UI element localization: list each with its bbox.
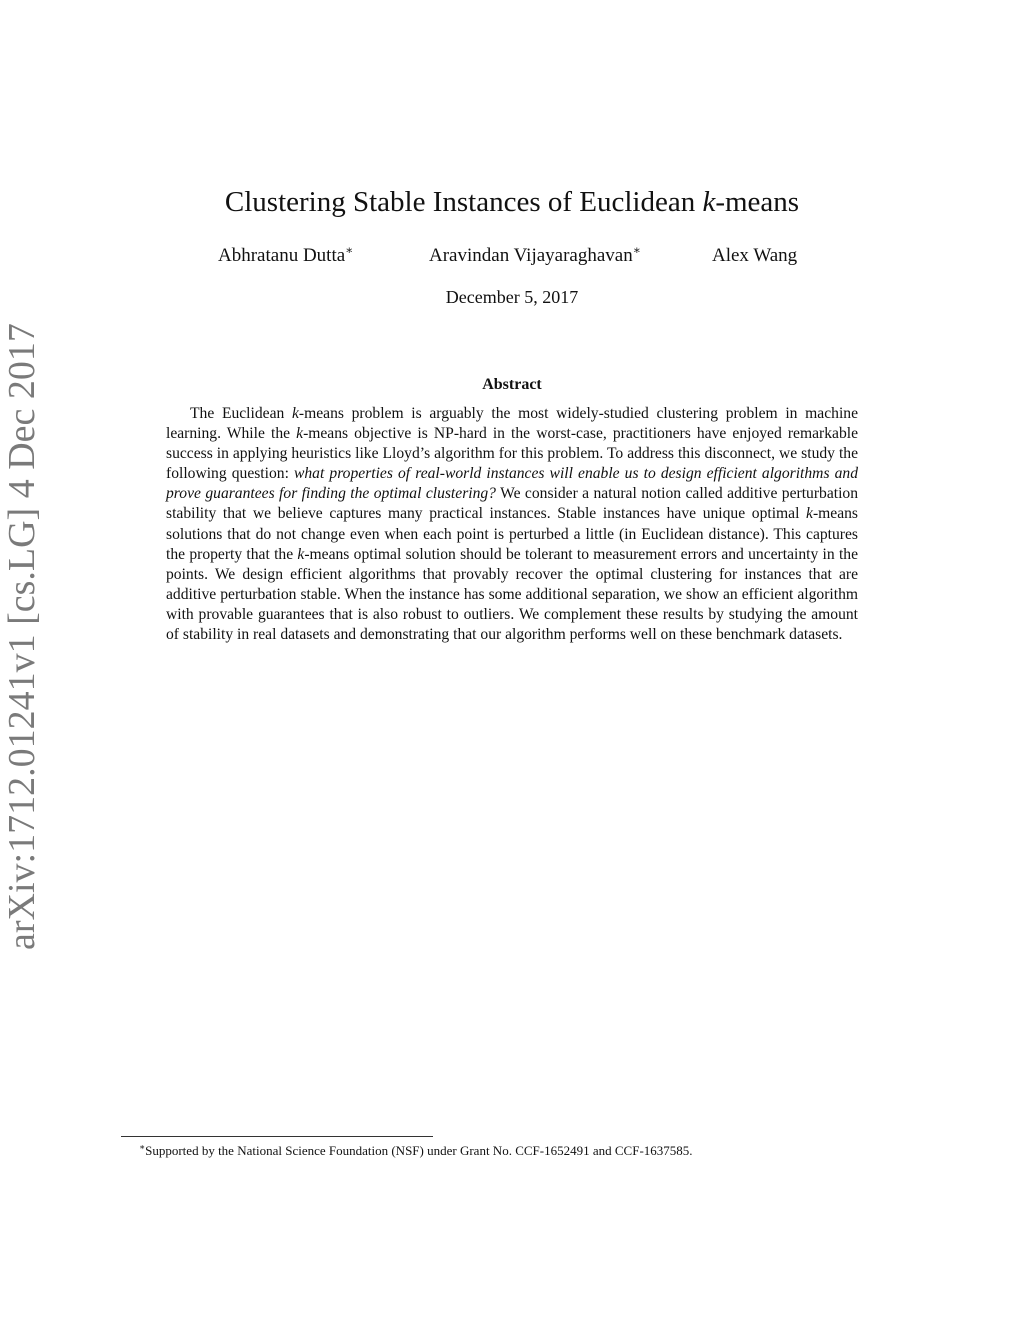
- author-1: [218, 242, 353, 270]
- abstract-variable-k: k: [291, 405, 299, 422]
- author-2: [429, 242, 641, 270]
- author-list: [0, 242, 1024, 272]
- abstract-text: The Euclidean: [190, 405, 292, 422]
- abstract-text: -means problem is arguably the most widely-studied clustering problem in machine learning. While the: [166, 405, 858, 443]
- author-name: Aravindan Vijayaraghavan: [429, 245, 633, 266]
- author-footnote-mark: ∗: [345, 243, 354, 257]
- arxiv-identifier-stamp: arXiv:1712.01241v1 [cs.LG] 4 Dec 2017: [1, 323, 43, 950]
- abstract-body: [166, 404, 858, 645]
- author-name: Alex Wang: [712, 245, 798, 266]
- abstract-variable-k: k: [297, 545, 305, 563]
- paper-title: [0, 184, 1024, 220]
- author-name: Abhratanu Dutta: [218, 245, 346, 266]
- title-prefix: Clustering Stable Instances of Euclidean: [224, 186, 703, 218]
- author-3: [712, 242, 797, 270]
- footnote-divider: [121, 1136, 433, 1137]
- abstract-paragraph: [166, 404, 858, 645]
- footnote-text: Supported by the National Science Foundation (NSF) under Grant No. CCF-1652491 and CCF-1637585.: [145, 1143, 693, 1158]
- abstract-heading: Abstract: [482, 376, 542, 393]
- footnote-mark: ∗: [139, 1142, 146, 1152]
- abstract-variable-k: k: [806, 505, 813, 523]
- abstract-text: -means objective is NP-hard in the worst-case, practitioners have enjoyed remarkable success in applying heuristics like Lloyd’s algorithm for this problem. To address this disconnect, we study the following question:: [166, 425, 858, 483]
- abstract-text: -means solutions that do not change even when each point is perturbed a little (in Euclidean distance). This captures the property that the: [166, 505, 858, 563]
- abstract-variable-k: k: [296, 425, 304, 443]
- abstract-text: We consider a natural notion called additive perturbation stability that we believe captures many practical instances. Stable instances have unique optimal: [166, 485, 859, 523]
- abstract-text: -means optimal solution should be tolerant to measurement errors and uncertainty in the points. We design efficient algorithms that provably recover the optimal clustering for instances that are additive perturbation stable. When the instance has some additional separation, we show an efficient algorithm with provable guarantees that is also robust to outliers. We complement these results by studying the amount of stability in real datasets and demonstrating that our algorithm performs well on these benchmark datasets.: [166, 545, 858, 644]
- abstract-research-question: what properties of real-world instances will enable us to design efficient algorithms and prove guarantees for finding the optimal clustering?: [166, 465, 858, 503]
- paper-date: December 5, 2017: [445, 287, 579, 307]
- author-footnote-mark: ∗: [632, 243, 641, 257]
- footnote: [139, 1142, 899, 1160]
- title-variable-k: k: [702, 186, 716, 218]
- title-suffix: -means: [715, 186, 800, 218]
